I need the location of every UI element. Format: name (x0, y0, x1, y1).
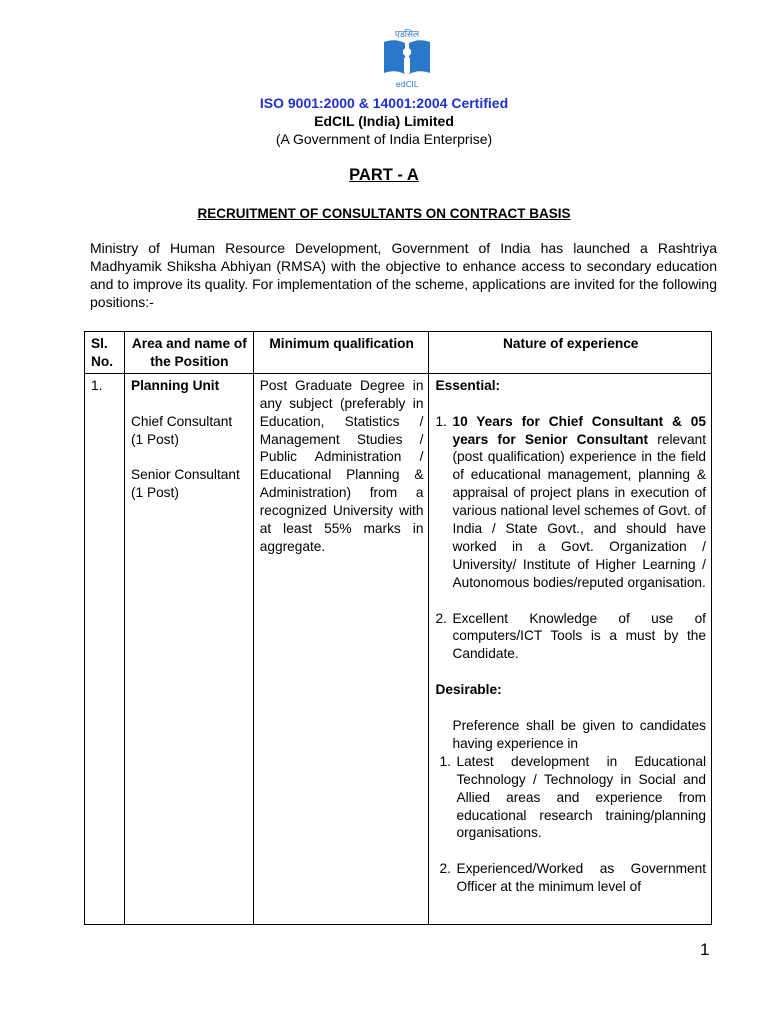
company-name: EdCIL (India) Limited (314, 113, 454, 129)
logo-hindi-text: एडसिल (394, 30, 420, 40)
edcil-logo (378, 28, 436, 92)
page-number: 1 (700, 940, 710, 959)
essential-item-1-content (452, 413, 706, 592)
header-sl-line2: No. (91, 353, 114, 369)
logo-book-icon (378, 28, 436, 92)
header-area: Area and name of the Position (124, 332, 253, 374)
header-sl-line1: Sl. (91, 336, 108, 351)
enterprise-subtitle: (A Government of India Enterprise) (275, 131, 493, 147)
essential-item-2 (435, 610, 706, 664)
desirable-item-2-text: Experienced/Worked as Government Officer at the minimum level of (456, 861, 706, 895)
essential-item-1-text: relevant (post qualification) experience in the field of educational management, planning & appraisal of project plans in execution of various national level schemes of Govt. of India / State Govt., and should have worked in a Govt. Organization / University/ Institute of Higher Learning / Autonomous bodies/reputed organisation. (452, 431, 706, 590)
essential-item-1 (435, 413, 706, 592)
cell-experience (429, 373, 712, 924)
qualification-text: Post Graduate Degree in any subject (preferably in Education, Statistics / Management Studies / Public Administration / Educational Planning & Administration) from a recognized University with at least 55% marks in aggregate. (259, 377, 424, 554)
document-title: RECRUITMENT OF CONSULTANTS ON CONTRACT BASIS (197, 206, 571, 221)
intro-paragraph: Ministry of Human Resource Development, Government of India has launched a Rashtriya Madhyamik Shiksha Abhiyan (RMSA) with the objective to enhance access to secondary education and to improve its quality. For implementation of the scheme, applications are invited for the following positions:- (90, 240, 717, 310)
position-senior-count: (1 Post) (130, 485, 179, 501)
header-sl-no (85, 332, 125, 374)
desirable-label: Desirable: (435, 682, 502, 698)
essential-item-1-bold: 10 Years for Chief Consultant & 05 years for Senior Consultant (452, 413, 706, 447)
preference-text: Preference shall be given to candidates having experience in (452, 717, 706, 751)
positions-table (84, 331, 712, 925)
essential-item-1-number: 1. (435, 413, 447, 429)
table-header-row (85, 332, 712, 374)
desirable-item-1-text: Latest development in Educational Technology / Technology in Social and Allied areas and experience from educational research training/planning organisations. (456, 753, 706, 841)
table-row (85, 373, 712, 924)
cell-qualification (253, 373, 429, 924)
desirable-item-1-number: 1. (439, 753, 451, 769)
desirable-item-1 (435, 753, 706, 843)
iso-certification: ISO 9001:2000 & 14001:2004 Certified (259, 95, 509, 111)
essential-item-2-number: 2. (435, 610, 447, 626)
header-experience: Nature of experience (429, 332, 712, 374)
header-qualification: Minimum qualification (253, 332, 429, 374)
position-chief-title: Chief Consultant (130, 413, 233, 429)
part-heading: PART - A (349, 166, 419, 184)
cell-sl (85, 373, 125, 924)
position-chief-count: (1 Post) (130, 431, 179, 447)
logo-label: edCIL (395, 80, 419, 89)
row-sl-number: 1. (91, 377, 103, 393)
essential-item-2-text: Excellent Knowledge of use of computers/ICT Tools is a must by the Candidate. (452, 610, 706, 662)
unit-name: Planning Unit (130, 377, 220, 393)
cell-area (124, 373, 253, 924)
essential-label: Essential: (435, 377, 501, 393)
position-senior-title: Senior Consultant (130, 467, 240, 483)
desirable-item-2-number: 2. (439, 861, 451, 877)
desirable-item-2 (435, 860, 706, 896)
